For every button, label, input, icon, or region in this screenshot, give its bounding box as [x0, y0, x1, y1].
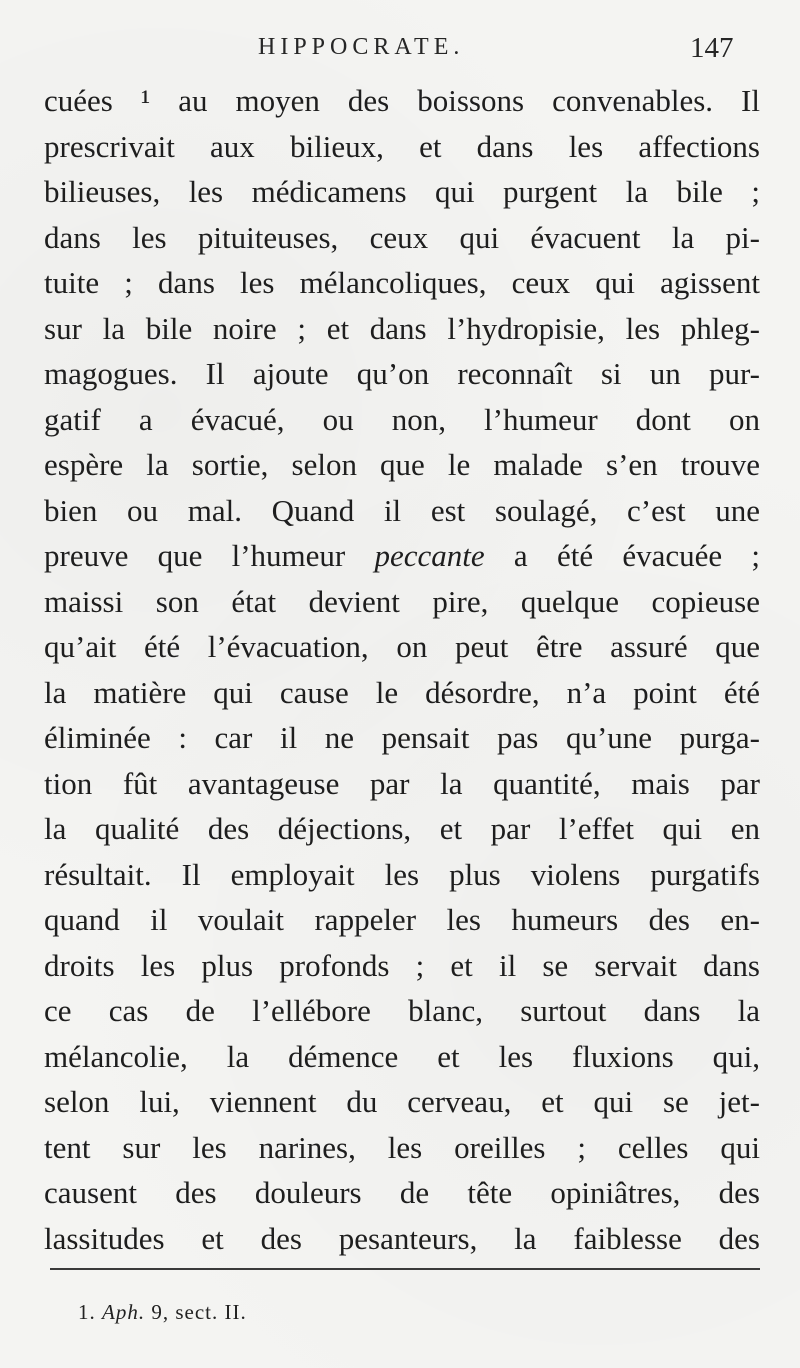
italic-word: peccante [374, 538, 485, 573]
text-line: ce cas de l’ellébore blanc, surtout dans la [44, 993, 760, 1028]
text-line: quand il voulait rappeler les humeurs des en- [44, 902, 760, 937]
body-text [44, 78, 760, 1261]
text-line: tuite ; dans les mélancoliques, ceux qui agissent [44, 265, 760, 300]
text-line: éliminée : car il ne pensait pas qu’une purga- [44, 720, 760, 755]
text-line: maissi son état devient pire, quelque copieuse [44, 583, 760, 619]
text-line: bilieuses, les médicamens qui purgent la bile ; [44, 174, 760, 209]
text-line: droits les plus profonds ; et il se servait dans [44, 947, 760, 983]
text-line: gatif a évacué, ou non, l’humeur dont on [44, 401, 760, 437]
text-segment: preuve que l’humeur [44, 538, 375, 573]
running-head-title: HIPPOCRATE. [258, 34, 465, 60]
text-line: mélancolie, la démence et les fluxions qui, [44, 1038, 760, 1074]
text-line: causent des douleurs de tête opiniâtres, des [44, 1175, 760, 1210]
text-line: la matière qui cause le désordre, n’a point été [44, 674, 760, 710]
text-line: bien ou mal. Quand il est soulagé, c’est une [44, 492, 760, 528]
text-line: espère la sortie, selon que le malade s’en trouve [44, 447, 760, 482]
text-line: tent sur les narines, les oreilles ; celles qui [44, 1129, 760, 1165]
text-line: prescrivait aux bilieux, et dans les affections [44, 128, 760, 164]
text-line: lassitudes et des pesanteurs, la faiblesse des [44, 1220, 760, 1256]
text-line: cuées ¹ au moyen des boissons convenables. Il [44, 83, 760, 118]
text-segment: a été évacuée ; [484, 538, 760, 573]
text-line: qu’ait été l’évacuation, on peut être assuré que [44, 629, 760, 664]
footnote-ref: 9, sect. II. [151, 1300, 247, 1324]
footnote-rule [50, 1268, 760, 1270]
footnote [78, 1300, 247, 1325]
footnote-ref-italic: Aph. [102, 1300, 146, 1324]
text-line: sur la bile noire ; et dans l’hydropisie, les phleg- [44, 310, 760, 346]
text-line: la qualité des déjections, et par l’effet qui en [44, 811, 760, 846]
running-head [0, 28, 800, 68]
text-line: résultait. Il employait les plus violens purgatifs [44, 856, 760, 892]
page-number: 147 [690, 32, 734, 64]
text-line: tion fût avantageuse par la quantité, mais par [44, 765, 760, 801]
text-line: selon lui, viennent du cerveau, et qui se jet- [44, 1084, 760, 1119]
text-line: magogues. Il ajoute qu’on reconnaît si un pur- [44, 356, 760, 391]
footnote-number: 1. [78, 1300, 96, 1324]
text-line-with-italic [44, 533, 760, 579]
text-line: dans les pituiteuses, ceux qui évacuent la pi- [44, 219, 760, 255]
